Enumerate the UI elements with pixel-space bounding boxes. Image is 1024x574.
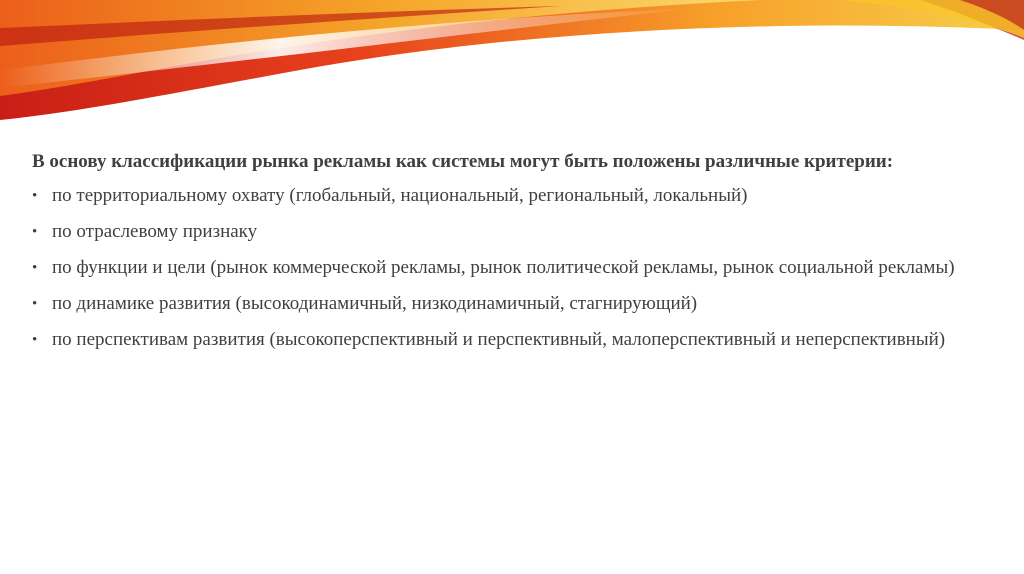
list-item [32, 184, 992, 208]
list-item-text: по динамике развития (высокодинамичный, низкодинамичный, стагнирующий) [52, 293, 698, 314]
list-item-text: по территориальному охвату (глобальный, национальный, региональный, локальный) [52, 185, 748, 206]
bullet-icon: • [32, 332, 38, 348]
list-item [32, 328, 992, 352]
bullet-icon: • [32, 224, 38, 240]
intro-text: В основу классификации рынка рекламы как системы могут быть положены различные критерии: [32, 151, 894, 172]
header-swoosh-decoration [0, 0, 1024, 130]
list-item-text: по функции и цели (рынок коммерческой рекламы, рынок политической рекламы, рынок социальной рекламы) [52, 257, 955, 278]
list-item-text: по перспективам развития (высокоперспективный и перспективный, малоперспективный и неперспективный) [52, 329, 946, 350]
bullet-icon: • [32, 296, 38, 312]
slide-content [32, 150, 992, 364]
list-item [32, 256, 992, 280]
list-item [32, 220, 992, 244]
list-item [32, 292, 992, 316]
list-item-text: по отраслевому признаку [52, 221, 258, 242]
criteria-list [32, 184, 992, 352]
bullet-icon: • [32, 260, 38, 276]
bullet-icon: • [32, 188, 38, 204]
